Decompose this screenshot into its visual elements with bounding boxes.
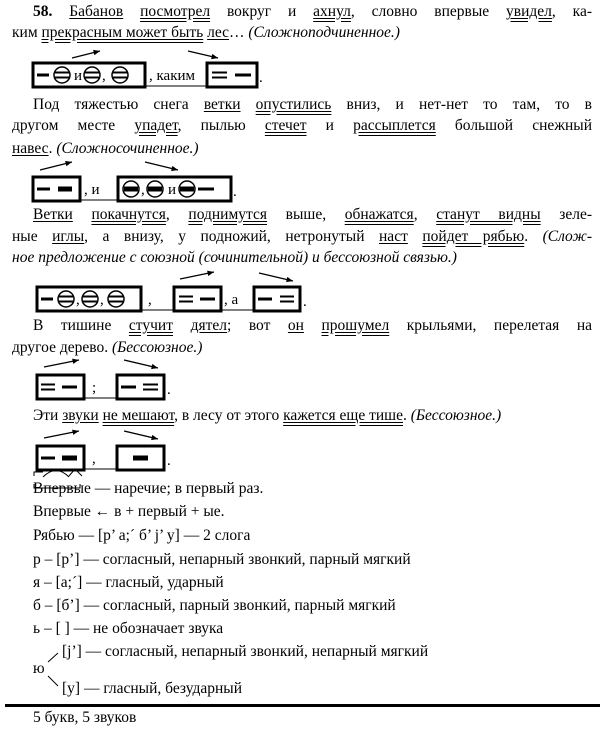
text-segment: другое дерево. <box>12 339 112 356</box>
text-segment: большой снежный <box>435 117 593 134</box>
text-segment: . <box>524 228 543 245</box>
comma-label: , <box>141 182 145 198</box>
period-label: . <box>303 294 307 310</box>
text-segment: , <box>413 206 437 223</box>
subject: дятел <box>190 317 227 334</box>
connector-label: , <box>92 451 96 467</box>
comma-label: , <box>102 68 106 84</box>
connector-label: , и <box>84 182 100 198</box>
text-segment: , ка- <box>551 3 593 20</box>
sentence-type: (Бессоюзное.) <box>410 407 502 424</box>
predicate: обнажатся <box>344 206 414 223</box>
subject: Ветки <box>33 206 73 223</box>
sound-line: ь – [ ] — не обозначает звука <box>33 620 224 637</box>
text-segment: вокруг и <box>210 3 314 20</box>
connector-label: ; <box>92 380 97 396</box>
sound-line: [у] — гласный, безударный <box>62 680 242 697</box>
text-segment: зеле- <box>540 206 593 223</box>
connector-label: , а <box>224 292 239 308</box>
sound-line: [j’] — согласный, непарный звонкий, непарный мягкий <box>62 643 429 660</box>
text-segment: ные <box>12 228 53 245</box>
predicate: покачнутся <box>91 206 166 223</box>
predicate: пойдет рябью <box>422 228 525 245</box>
predicate: кажется еще тише <box>283 407 403 424</box>
subject: наст <box>379 228 408 245</box>
sentence-type: (Сложносочиненное.) <box>56 140 199 157</box>
conjunction-label: и <box>74 68 83 84</box>
predicate: посмотрел <box>140 3 211 20</box>
predicate: стучит <box>128 317 173 334</box>
conjunction-label: и <box>168 182 177 198</box>
text-segment: , а внизу, у подножий, нетронутый <box>84 228 380 245</box>
text-segment: Эти <box>33 407 63 424</box>
text-segment: , в лесу от этого <box>174 407 284 424</box>
period-label: . <box>167 453 171 469</box>
text-segment: и <box>306 117 354 134</box>
connector-label: , <box>148 292 152 308</box>
phonetic-analysis-title: Рябью — [р’ а;´ б’ j’ у] — 2 слога <box>33 527 251 544</box>
predicate: поднимутся <box>188 206 268 223</box>
text-segment: крыльями, перелетая на <box>389 317 593 334</box>
sound-line: р – [р’] — согласный, непарный звонкий, парный мягкий <box>33 551 411 568</box>
comma-label: , <box>100 292 104 308</box>
text-segment: другом месте <box>12 117 135 134</box>
predicate: увидел <box>506 3 552 20</box>
period-label: . <box>259 70 263 86</box>
predicate: станут видны <box>436 206 541 223</box>
subject: ветки <box>203 96 241 113</box>
text-segment: вниз, и нет-нет то там, то в <box>331 96 592 113</box>
subject: лес <box>207 24 229 41</box>
period-label: . <box>233 184 237 200</box>
predicate: опустились <box>255 96 332 113</box>
sentence-type: (Слож- <box>542 228 593 245</box>
period-label: . <box>167 382 171 398</box>
subject: он <box>287 317 304 334</box>
subject: звуки <box>62 407 99 424</box>
text-segment: … <box>229 24 249 41</box>
predicate: ахнул <box>313 3 351 20</box>
predicate: стечет <box>264 117 307 134</box>
predicate: не мешают <box>102 407 175 424</box>
text-segment: , пылью <box>177 117 265 134</box>
predicate: прекрасным может быть <box>41 24 204 41</box>
text-segment: . <box>403 407 411 424</box>
morpheme-analysis: Впервые — наречие; в первый раз. <box>33 480 264 497</box>
connector-label: , каким <box>149 68 196 84</box>
text-segment: . <box>48 140 57 157</box>
word-formation-analysis: Впервые ← в + первый + ые. <box>33 503 225 520</box>
predicate: рассыплется <box>353 117 436 134</box>
letters-sounds-summary: 5 букв, 5 звуков <box>33 709 137 726</box>
sentence-type: (Сложноподчиненное.) <box>248 24 400 41</box>
text-segment: ; вот <box>226 317 288 334</box>
comma-label: , <box>76 292 80 308</box>
text-segment: , <box>165 206 189 223</box>
text-segment: выше, <box>267 206 345 223</box>
sound-line: б – [б’] — согласный, парный звонкий, парный мягкий <box>33 597 396 614</box>
text-segment: В тишине <box>33 317 129 334</box>
text-segment: , словно впервые <box>350 3 507 20</box>
predicate: прошумел <box>321 317 390 334</box>
exercise-number: 58. <box>33 3 53 20</box>
subject: Бабанов <box>69 3 124 20</box>
text-segment: Под тяжестью снега <box>33 96 204 113</box>
sentence-type: (Бессоюзное.) <box>111 339 203 356</box>
letter-yu: ю <box>33 660 45 677</box>
text-segment: ким <box>12 24 42 41</box>
subject: навес <box>12 140 49 157</box>
predicate: упадет <box>134 117 178 134</box>
divider <box>5 704 600 707</box>
subject: иглы <box>52 228 85 245</box>
sentence-type: ное предложение с союзной (сочинительной) и бессоюзной связью.) <box>12 249 457 266</box>
sound-line: я – [а;´] — гласный, ударный <box>33 574 224 591</box>
